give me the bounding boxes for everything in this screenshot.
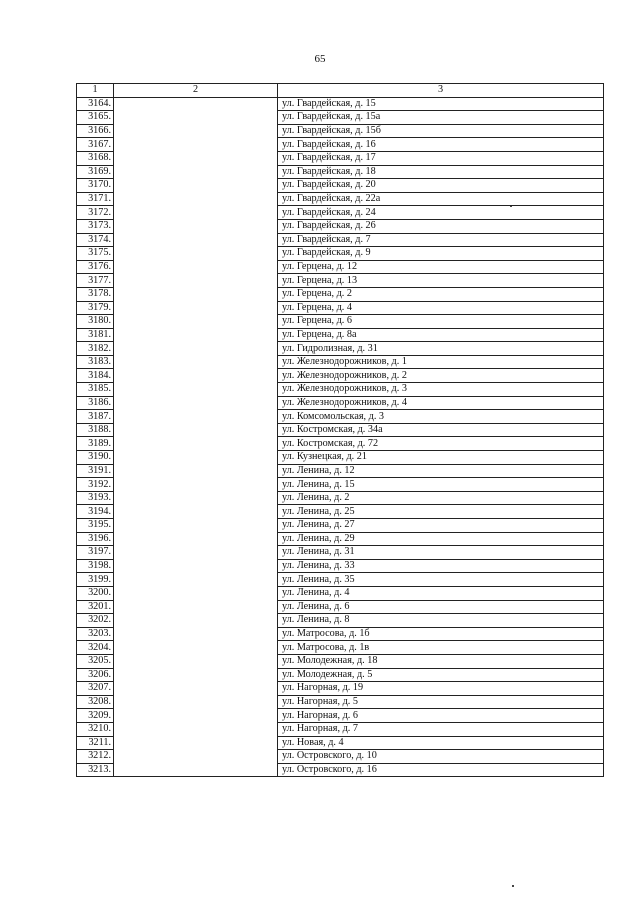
address-cell: ул. Молодежная, д. 5 [278, 668, 604, 682]
address-cell: ул. Ленина, д. 4 [278, 586, 604, 600]
empty-cell [114, 410, 278, 424]
address-cell: ул. Новая, д. 4 [278, 736, 604, 750]
row-number-cell: 3210. [77, 722, 114, 736]
address-cell: ул. Ленина, д. 35 [278, 573, 604, 587]
table-row [77, 410, 604, 424]
table-row [77, 668, 604, 682]
address-cell: ул. Нагорная, д. 6 [278, 709, 604, 723]
row-number-cell: 3204. [77, 641, 114, 655]
table-row [77, 532, 604, 546]
row-number-cell: 3212. [77, 750, 114, 764]
row-number-cell: 3181. [77, 328, 114, 342]
row-number-cell: 3165. [77, 111, 114, 125]
address-cell: ул. Гвардейская, д. 24 [278, 206, 604, 220]
row-number-cell: 3182. [77, 342, 114, 356]
empty-cell [114, 709, 278, 723]
table-row [77, 369, 604, 383]
row-number-cell: 3180. [77, 315, 114, 329]
row-number-cell: 3166. [77, 124, 114, 138]
row-number-cell: 3194. [77, 505, 114, 519]
empty-cell [114, 369, 278, 383]
row-number-cell: 3193. [77, 491, 114, 505]
empty-cell [114, 97, 278, 111]
address-cell: ул. Гвардейская, д. 15 [278, 97, 604, 111]
empty-cell [114, 233, 278, 247]
row-number-cell: 3188. [77, 423, 114, 437]
table-row [77, 396, 604, 410]
empty-cell [114, 342, 278, 356]
address-cell: ул. Железнодорожников, д. 4 [278, 396, 604, 410]
empty-cell [114, 179, 278, 193]
empty-cell [114, 464, 278, 478]
table-row [77, 750, 604, 764]
empty-cell [114, 614, 278, 628]
address-cell: ул. Костромская, д. 34а [278, 423, 604, 437]
table-row [77, 505, 604, 519]
table-row [77, 97, 604, 111]
empty-cell [114, 383, 278, 397]
row-number-cell: 3186. [77, 396, 114, 410]
table-row [77, 287, 604, 301]
empty-cell [114, 763, 278, 777]
table-row [77, 464, 604, 478]
row-number-cell: 3208. [77, 695, 114, 709]
address-cell: ул. Островского, д. 16 [278, 763, 604, 777]
empty-cell [114, 111, 278, 125]
row-number-cell: 3171. [77, 192, 114, 206]
empty-cell [114, 627, 278, 641]
empty-cell [114, 260, 278, 274]
empty-cell [114, 206, 278, 220]
row-number-cell: 3197. [77, 546, 114, 560]
table-row [77, 491, 604, 505]
row-number-cell: 3201. [77, 600, 114, 614]
empty-cell [114, 600, 278, 614]
address-cell: ул. Герцена, д. 12 [278, 260, 604, 274]
table-row [77, 192, 604, 206]
table-row [77, 179, 604, 193]
row-number-cell: 3189. [77, 437, 114, 451]
address-cell: ул. Гвардейская, д. 26 [278, 219, 604, 233]
address-cell: ул. Нагорная, д. 19 [278, 682, 604, 696]
table-header-row [77, 84, 604, 98]
row-number-cell: 3209. [77, 709, 114, 723]
column-header-2: 2 [114, 84, 278, 98]
row-number-cell: 3203. [77, 627, 114, 641]
row-number-cell: 3200. [77, 586, 114, 600]
empty-cell [114, 559, 278, 573]
row-number-cell: 3213. [77, 763, 114, 777]
table-row [77, 206, 604, 220]
empty-cell [114, 315, 278, 329]
address-cell: ул. Ленина, д. 33 [278, 559, 604, 573]
address-cell: ул. Герцена, д. 13 [278, 274, 604, 288]
row-number-cell: 3205. [77, 654, 114, 668]
table-row [77, 233, 604, 247]
row-number-cell: 3198. [77, 559, 114, 573]
empty-cell [114, 287, 278, 301]
row-number-cell: 3187. [77, 410, 114, 424]
row-number-cell: 3176. [77, 260, 114, 274]
row-number-cell: 3177. [77, 274, 114, 288]
row-number-cell: 3179. [77, 301, 114, 315]
empty-cell [114, 274, 278, 288]
empty-cell [114, 165, 278, 179]
table-row [77, 586, 604, 600]
row-number-cell: 3206. [77, 668, 114, 682]
empty-cell [114, 695, 278, 709]
empty-cell [114, 396, 278, 410]
empty-cell [114, 573, 278, 587]
empty-cell [114, 722, 278, 736]
address-table [76, 83, 604, 777]
table-row [77, 695, 604, 709]
table-row [77, 383, 604, 397]
table-row [77, 274, 604, 288]
address-cell: ул. Ленина, д. 12 [278, 464, 604, 478]
address-cell: ул. Ленина, д. 29 [278, 532, 604, 546]
empty-cell [114, 682, 278, 696]
empty-cell [114, 736, 278, 750]
row-number-cell: 3185. [77, 383, 114, 397]
table-row [77, 600, 604, 614]
table-row [77, 328, 604, 342]
table-row [77, 559, 604, 573]
row-number-cell: 3175. [77, 247, 114, 261]
empty-cell [114, 247, 278, 261]
table-row [77, 151, 604, 165]
row-number-cell: 3170. [77, 179, 114, 193]
table-row [77, 301, 604, 315]
row-number-cell: 3172. [77, 206, 114, 220]
table-row [77, 451, 604, 465]
table-row [77, 736, 604, 750]
empty-cell [114, 437, 278, 451]
address-cell: ул. Гвардейская, д. 17 [278, 151, 604, 165]
empty-cell [114, 423, 278, 437]
table-row [77, 315, 604, 329]
empty-cell [114, 219, 278, 233]
table-row [77, 546, 604, 560]
address-cell: ул. Гвардейская, д. 22а [278, 192, 604, 206]
empty-cell [114, 586, 278, 600]
address-cell: ул. Гвардейская, д. 16 [278, 138, 604, 152]
empty-cell [114, 750, 278, 764]
empty-cell [114, 328, 278, 342]
table-row [77, 423, 604, 437]
table-row [77, 709, 604, 723]
address-cell: ул. Молодежная, д. 18 [278, 654, 604, 668]
empty-cell [114, 641, 278, 655]
table-row [77, 641, 604, 655]
table-row [77, 342, 604, 356]
empty-cell [114, 519, 278, 533]
table-row [77, 627, 604, 641]
table-row [77, 260, 604, 274]
address-cell: ул. Герцена, д. 6 [278, 315, 604, 329]
row-number-cell: 3164. [77, 97, 114, 111]
row-number-cell: 3196. [77, 532, 114, 546]
address-cell: ул. Костромская, д. 72 [278, 437, 604, 451]
table-row [77, 573, 604, 587]
address-cell: ул. Ленина, д. 15 [278, 478, 604, 492]
address-cell: ул. Гвардейская, д. 15б [278, 124, 604, 138]
row-number-cell: 3202. [77, 614, 114, 628]
address-cell: ул. Нагорная, д. 7 [278, 722, 604, 736]
table-row [77, 355, 604, 369]
row-number-cell: 3190. [77, 451, 114, 465]
empty-cell [114, 124, 278, 138]
row-number-cell: 3174. [77, 233, 114, 247]
address-cell: ул. Матросова, д. 1б [278, 627, 604, 641]
row-number-cell: 3207. [77, 682, 114, 696]
address-cell: ул. Железнодорожников, д. 3 [278, 383, 604, 397]
table-row [77, 478, 604, 492]
table-row [77, 654, 604, 668]
address-cell: ул. Гвардейская, д. 7 [278, 233, 604, 247]
table-body [77, 97, 604, 777]
table-row [77, 437, 604, 451]
table-row [77, 519, 604, 533]
table-row [77, 614, 604, 628]
table-row [77, 138, 604, 152]
column-header-3: 3 [278, 84, 604, 98]
address-cell: ул. Гвардейская, д. 9 [278, 247, 604, 261]
empty-cell [114, 532, 278, 546]
row-number-cell: 3199. [77, 573, 114, 587]
address-cell: ул. Комсомольская, д. 3 [278, 410, 604, 424]
address-cell: ул. Ленина, д. 8 [278, 614, 604, 628]
address-cell: ул. Ленина, д. 27 [278, 519, 604, 533]
row-number-cell: 3184. [77, 369, 114, 383]
table-row [77, 165, 604, 179]
empty-cell [114, 355, 278, 369]
address-cell: ул. Ленина, д. 6 [278, 600, 604, 614]
row-number-cell: 3191. [77, 464, 114, 478]
table-row [77, 722, 604, 736]
empty-cell [114, 505, 278, 519]
empty-cell [114, 491, 278, 505]
scan-speck [510, 206, 512, 207]
empty-cell [114, 654, 278, 668]
row-number-cell: 3167. [77, 138, 114, 152]
address-cell: ул. Гвардейская, д. 20 [278, 179, 604, 193]
empty-cell [114, 451, 278, 465]
address-cell: ул. Кузнецкая, д. 21 [278, 451, 604, 465]
table-row [77, 219, 604, 233]
empty-cell [114, 192, 278, 206]
empty-cell [114, 546, 278, 560]
address-cell: ул. Матросова, д. 1в [278, 641, 604, 655]
address-cell: ул. Герцена, д. 2 [278, 287, 604, 301]
page-number: 65 [314, 53, 326, 65]
row-number-cell: 3183. [77, 355, 114, 369]
empty-cell [114, 668, 278, 682]
address-cell: ул. Железнодорожников, д. 1 [278, 355, 604, 369]
table-row [77, 247, 604, 261]
address-cell: ул. Нагорная, д. 5 [278, 695, 604, 709]
table-row [77, 763, 604, 777]
address-cell: ул. Гидролизная, д. 31 [278, 342, 604, 356]
empty-cell [114, 301, 278, 315]
empty-cell [114, 138, 278, 152]
table-row [77, 682, 604, 696]
address-cell: ул. Ленина, д. 25 [278, 505, 604, 519]
address-cell: ул. Гвардейская, д. 18 [278, 165, 604, 179]
scan-speck [512, 885, 514, 887]
row-number-cell: 3211. [77, 736, 114, 750]
address-cell: ул. Ленина, д. 2 [278, 491, 604, 505]
row-number-cell: 3192. [77, 478, 114, 492]
row-number-cell: 3178. [77, 287, 114, 301]
empty-cell [114, 478, 278, 492]
address-cell: ул. Железнодорожников, д. 2 [278, 369, 604, 383]
address-cell: ул. Островского, д. 10 [278, 750, 604, 764]
column-header-1: 1 [77, 84, 114, 98]
table-row [77, 124, 604, 138]
row-number-cell: 3173. [77, 219, 114, 233]
table-row [77, 111, 604, 125]
address-cell: ул. Герцена, д. 4 [278, 301, 604, 315]
row-number-cell: 3195. [77, 519, 114, 533]
row-number-cell: 3168. [77, 151, 114, 165]
address-cell: ул. Герцена, д. 8а [278, 328, 604, 342]
address-cell: ул. Ленина, д. 31 [278, 546, 604, 560]
empty-cell [114, 151, 278, 165]
row-number-cell: 3169. [77, 165, 114, 179]
address-cell: ул. Гвардейская, д. 15а [278, 111, 604, 125]
